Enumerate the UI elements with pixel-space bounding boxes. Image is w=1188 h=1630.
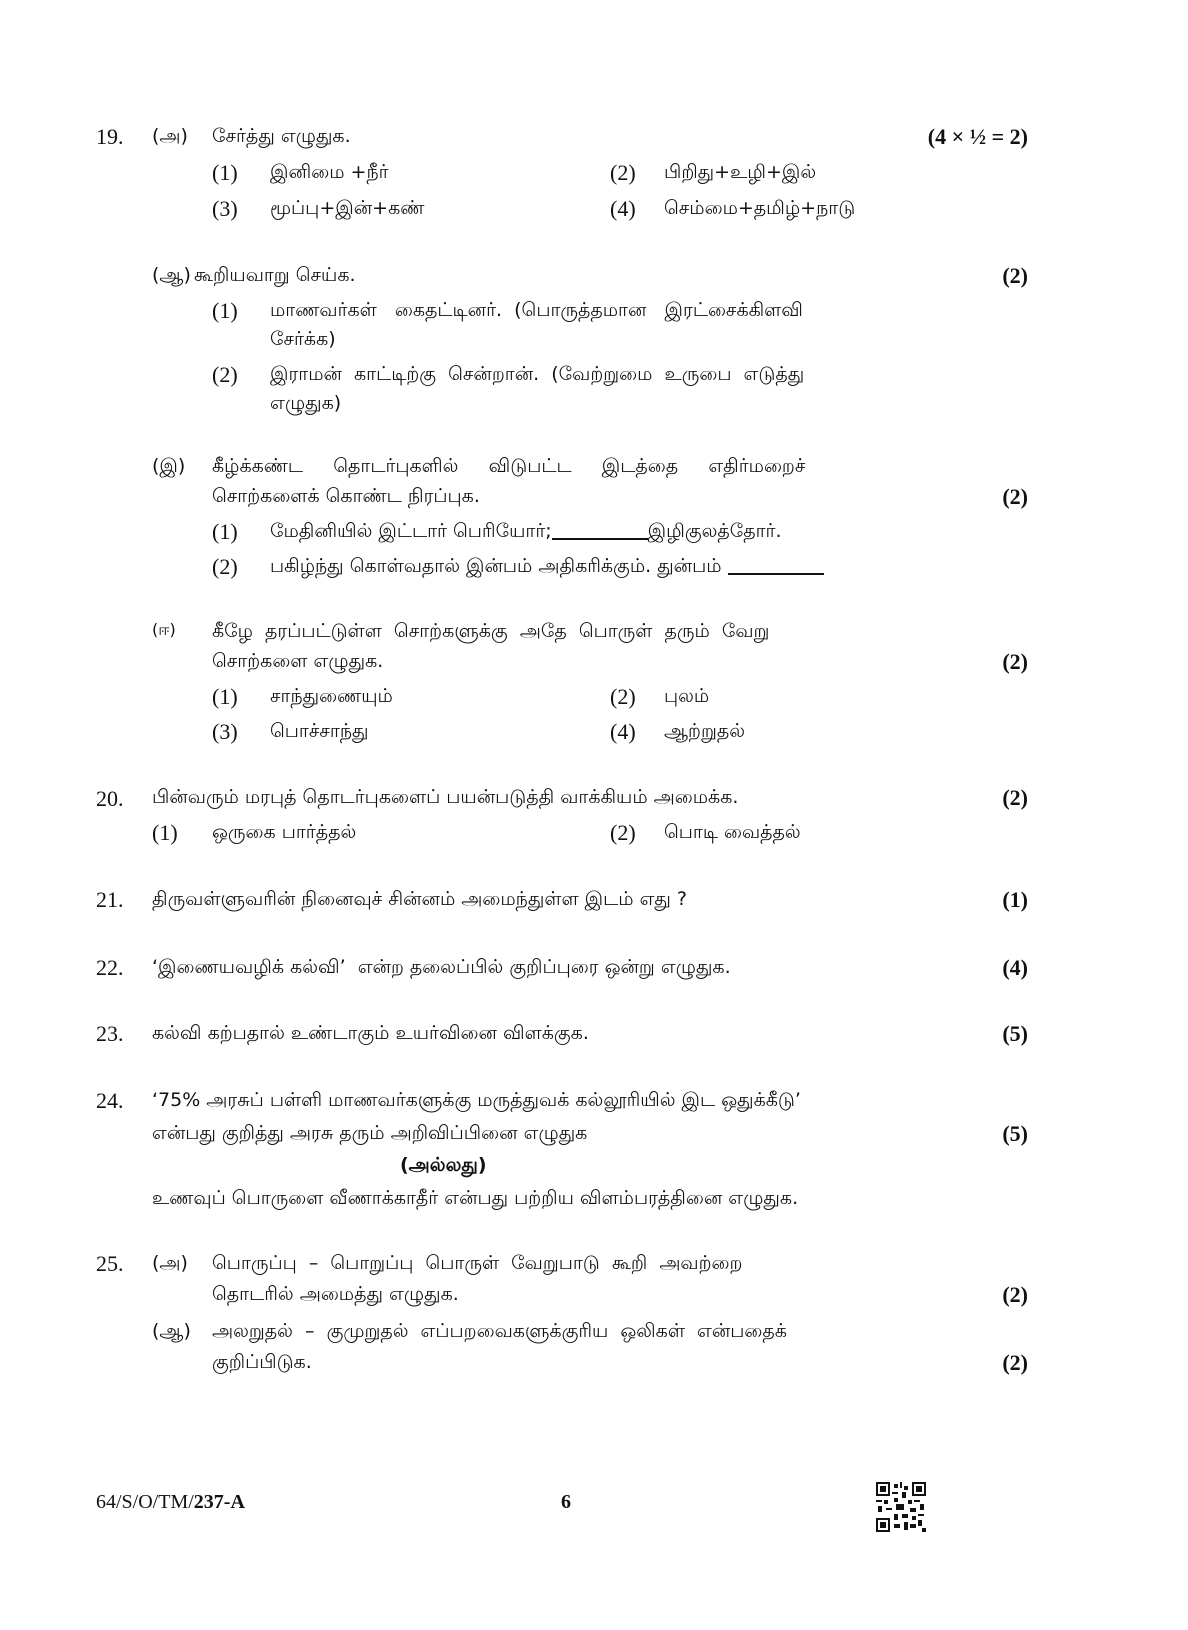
question-text: கல்வி கற்பதால் உண்டாகும் உயர்வினை விளக்குக. xyxy=(152,1022,589,1044)
question-text-cont: சொற்களைக் கொண்ட நிரப்புக. xyxy=(212,485,480,507)
item-number: (1) xyxy=(212,519,238,544)
item-number: (1) xyxy=(152,820,178,845)
fill-blank-item: மேதினியில் இட்டார் பெரியோர்; இழிகுலத்தோர். xyxy=(270,520,782,542)
marks: (2) xyxy=(1002,1350,1028,1375)
item-number: (2) xyxy=(610,160,636,185)
question-number: 21. xyxy=(96,887,124,912)
marks: (2) xyxy=(1002,649,1028,674)
marks: (2) xyxy=(1002,263,1028,288)
marks: (1) xyxy=(1002,887,1028,912)
item-text: ஒருகை பார்த்தல் xyxy=(212,821,357,843)
question-text: கீழ்க்கண்ட தொடர்புகளில் விடுபட்ட இடத்தை எதிர்மறைச் xyxy=(212,455,806,477)
marks: (5) xyxy=(1002,1021,1028,1046)
qr-code-icon xyxy=(876,1482,926,1532)
item-text: இனிமை +நீர் xyxy=(270,161,389,183)
item-text: இராமன் காட்டிற்கு சென்றான். (வேற்றுமை உருபை எடுத்து xyxy=(270,363,805,385)
marks: (2) xyxy=(1002,1282,1028,1307)
question-text-cont: சொற்களை எழுதுக. xyxy=(212,650,384,672)
question-number: 22. xyxy=(96,955,124,980)
question-text-alt: உணவுப் பொருளை வீணாக்காதீர் என்பது பற்றிய விளம்பரத்தினை எழுதுக. xyxy=(152,1187,799,1209)
item-text: பொடி வைத்தல் xyxy=(664,821,801,843)
marks: (2) xyxy=(1002,484,1028,509)
item-number: (4) xyxy=(610,196,636,221)
item-number: (2) xyxy=(610,820,636,845)
item-text: சாந்துணையும் xyxy=(270,685,393,707)
item-number: (1) xyxy=(212,684,238,709)
fill-blank-item: பகிழ்ந்து கொள்வதால் இன்பம் அதிகரிக்கும். துன்பம் xyxy=(270,555,824,580)
item-number: (1) xyxy=(212,298,238,323)
answer-blank[interactable] xyxy=(728,573,824,575)
item-number: (2) xyxy=(212,554,238,579)
question-text: அலறுதல் – குமுறுதல் எப்பறவைகளுக்குரிய ஒலிகள் என்பதைக் xyxy=(212,1320,787,1342)
item-number: (4) xyxy=(610,719,636,744)
item-number: (3) xyxy=(212,719,238,744)
marks: (2) xyxy=(1002,785,1028,810)
item-number: (2) xyxy=(610,684,636,709)
question-number: 23. xyxy=(96,1021,124,1046)
question-text: திருவள்ளுவரின் நினைவுச் சின்னம் அமைந்துள்ள இடம் எது ? xyxy=(152,888,688,910)
question-text: ‘இணையவழிக் கல்வி’ என்ற தலைப்பில் குறிப்புரை ஒன்று எழுதுக. xyxy=(152,956,731,978)
page-number: 6 xyxy=(561,1491,571,1513)
question-number: 24. xyxy=(96,1088,124,1113)
or-separator: (அல்லது) xyxy=(400,1154,487,1176)
question-text-cont: குறிப்பிடுக. xyxy=(212,1351,312,1373)
answer-blank[interactable] xyxy=(552,538,648,540)
question-text-cont: என்பது குறித்து அரசு தரும் அறிவிப்பினை எழுதுக xyxy=(152,1122,588,1144)
question-text: பின்வரும் மரபுத் தொடர்புகளைப் பயன்படுத்தி வாக்கியம் அமைக்க. xyxy=(152,786,739,808)
question-number: 19. xyxy=(96,124,124,149)
item-number: (2) xyxy=(212,362,238,387)
subpart-label: (ஆ) xyxy=(152,264,191,286)
marks: (5) xyxy=(1002,1121,1028,1146)
item-text: மூப்பு+இன்+கண் xyxy=(270,197,425,219)
question-text: சேர்த்து எழுதுக. xyxy=(212,125,351,147)
subpart-label: (அ) xyxy=(152,125,188,147)
item-text: பொச்சாந்து xyxy=(270,720,369,742)
item-number: (3) xyxy=(212,196,238,221)
question-text: கூறியவாறு செய்க. xyxy=(194,264,356,286)
question-text-cont: தொடரில் அமைத்து எழுதுக. xyxy=(212,1283,459,1305)
item-text: ஆற்றுதல் xyxy=(664,720,745,742)
item-number: (1) xyxy=(212,160,238,185)
subpart-label: (இ) xyxy=(152,455,186,477)
marks: (4) xyxy=(1002,955,1028,980)
subpart-label: (ஆ) xyxy=(152,1320,191,1342)
item-text-cont: எழுதுக) xyxy=(270,392,342,414)
question-number: 20. xyxy=(96,786,124,811)
question-number: 25. xyxy=(96,1251,124,1276)
question-text: ‘75% அரசுப் பள்ளி மாணவர்களுக்கு மருத்துவக் கல்லூரியில் இட ஒதுக்கீடு’ xyxy=(152,1089,801,1111)
item-text: மாணவர்கள் கைதட்டினர். (பொருத்தமான இரட்சைக்கிளவி xyxy=(270,299,803,321)
question-text: கீழே தரப்பட்டுள்ள சொற்களுக்கு அதே பொருள் தரும் வேறு xyxy=(212,620,770,642)
item-text: செம்மை+தமிழ்+நாடு xyxy=(664,197,856,219)
question-text: பொருப்பு – பொறுப்பு பொருள் வேறுபாடு கூறி அவற்றை xyxy=(212,1252,743,1274)
item-text: புலம் xyxy=(664,685,710,707)
paper-code: 64/S/O/TM/237-A xyxy=(96,1491,245,1513)
subpart-label: (ஈ) xyxy=(152,620,176,639)
subpart-label: (அ) xyxy=(152,1252,188,1274)
item-text: பிறிது+உழி+இல் xyxy=(664,161,817,183)
item-text-cont: சேர்க்க) xyxy=(270,328,336,350)
marks: (4 × ½ = 2) xyxy=(927,124,1028,149)
